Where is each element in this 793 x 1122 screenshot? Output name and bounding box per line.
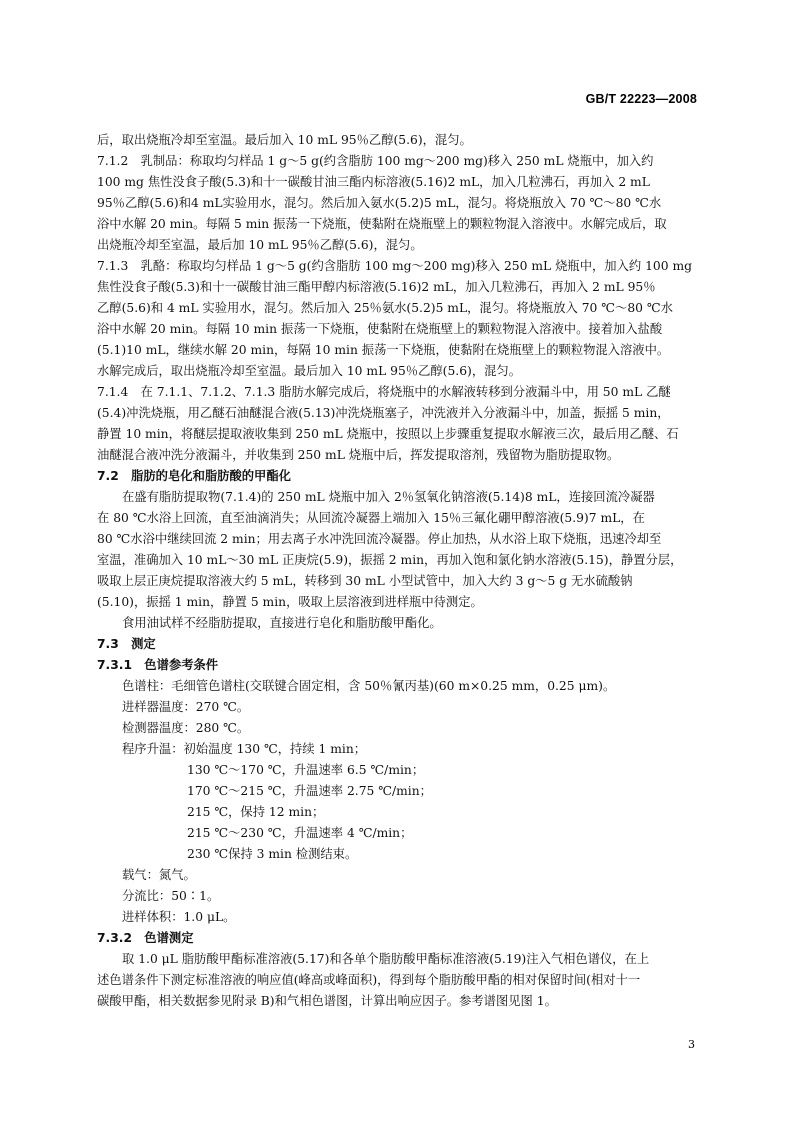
text-line: 进样体积：1.0 μL。 [122, 910, 236, 924]
section-heading: 7.2 脂肪的皂化和脂肪酸的甲酯化 [97, 469, 291, 483]
text-line: 室温，准确加入 10 mL～30 mL 正庚烷(5.9)，振摇 2 min，再加入饱和氯化钠水溶液(5.15)，静置分层， [97, 553, 683, 567]
standard-code: GB/T 22223—2008 [585, 92, 697, 106]
text-line: 油醚混合液冲洗分液漏斗，并收集到 250 mL 烧瓶中后，挥发提取溶剂，残留物为脂肪提取物。 [97, 448, 620, 462]
text-line: 130 ℃～170 ℃，升温速率 6.5 ℃/min； [187, 763, 425, 777]
text-line: (5.1)10 mL，继续水解 20 min，每隔 10 min 振荡一下烧瓶，使黏附在烧瓶壁上的颗粒物混入溶液中。 [97, 343, 670, 357]
text-line: 吸取上层正庚烷提取溶液大约 5 mL，转移到 30 mL 小型试管中，加入大约 3 g～5 g 无水硫酸钠 [97, 574, 633, 588]
section-heading: 7.3.1 色谱参考条件 [97, 658, 219, 672]
body-text [97, 130, 711, 1012]
text-line: 7.1.4 在 7.1.1、7.1.2、7.1.3 脂肪水解完成后，将烧瓶中的水解液转移到分液漏斗中，用 50 mL 乙醚 [97, 385, 671, 399]
text-line: 230 ℃保持 3 min 检测结束。 [187, 847, 358, 861]
text-line: 7.1.3 乳酪：称取均匀样品 1 g～5 g(约含脂肪 100 mg～200 mg)移入 250 mL 烧瓶中，加入约 100 mg [97, 259, 693, 273]
text-line: 100 mg 焦性没食子酸(5.3)和十一碳酸甘油三酯内标溶液(5.16)2 mL，加入几粒沸石，再加入 2 mL [97, 175, 650, 189]
text-line: 检测器温度：280 ℃。 [122, 721, 250, 735]
text-line: 碳酸甲酯，相关数据参见附录 B)和气相色谱图，计算出响应因子。参考谱图见图 1。 [97, 994, 557, 1008]
text-line: 95％乙醇(5.6)和4 mL实验用水，混匀。然后加入氨水(5.2)5 mL，混匀。将烧瓶放入 70 ℃～80 ℃水 [97, 196, 662, 210]
text-line: 215 ℃，保持 12 min； [187, 805, 325, 819]
text-line: 乙醇(5.6)和 4 mL 实验用水，混匀。然后加入 25％氨水(5.2)5 mL，混匀。将烧瓶放入 70 ℃～80 ℃水 [97, 301, 673, 315]
text-line: 浴中水解 20 min。每隔 5 min 振荡一下烧瓶，使黏附在烧瓶壁上的颗粒物混入溶液中。水解完成后，取 [97, 217, 667, 231]
text-line: 程序升温：初始温度 130 ℃，持续 1 min； [122, 742, 367, 756]
text-line: 在盛有脂肪提取物(7.1.4)的 250 mL 烧瓶中加入 2％氢氧化钠溶液(5.14)8 mL，连接回流冷凝器 [122, 490, 655, 504]
text-line: 水解完成后，取出烧瓶冷却至室温。最后加入 10 mL 95％乙醇(5.6)，混匀。 [97, 364, 522, 378]
section-heading: 7.3 测定 [97, 637, 156, 651]
text-line: 述色谱条件下测定标准溶液的响应值(峰高或峰面积)，得到每个脂肪酸甲酯的相对保留时间(相对十一 [97, 973, 641, 987]
text-line: 80 ℃水浴中继续回流 2 min；用去离子水冲洗回流冷凝器。停止加热，从水浴上取下烧瓶，迅速冷却至 [97, 532, 662, 546]
text-line: 静置 10 min，将醚层提取液收集到 250 mL 烧瓶中，按照以上步骤重复提取水解液三次，最后用乙醚、石 [97, 427, 679, 441]
text-line: 出烧瓶冷却至室温，最后加 10 mL 95％乙醇(5.6)，混匀。 [97, 238, 423, 252]
text-line: 浴中水解 20 min。每隔 10 min 振荡一下烧瓶，使黏附在烧瓶壁上的颗粒物混入溶液中。接着加入盐酸 [97, 322, 663, 336]
text-line: 后，取出烧瓶冷却至室温。最后加入 10 mL 95％乙醇(5.6)，混匀。 [97, 133, 472, 147]
text-line: 焦性没食子酸(5.3)和十一碳酸甘油三酯甲醇内标溶液(5.16)2 mL，加入几粒沸石，再加入 2 mL 95％ [97, 280, 656, 294]
text-line: (5.10)，振摇 1 min，静置 5 min，吸取上层溶液到进样瓶中待测定。 [97, 595, 483, 609]
text-line: 170 ℃～215 ℃，升温速率 2.75 ℃/min； [187, 784, 432, 798]
text-line: 载气：氮气。 [122, 868, 196, 882]
text-line: 7.1.2 乳制品：称取均匀样品 1 g～5 g(约含脂肪 100 mg～200 mg)移入 250 mL 烧瓶中，加入约 [97, 154, 654, 168]
text-line: (5.4)冲洗烧瓶，用乙醚石油醚混合液(5.13)冲洗烧瓶塞子，冲洗液并入分液漏斗中，加盖，振摇 5 min， [97, 406, 670, 420]
text-line: 在 80 ℃水浴上回流，直至油滴消失；从回流冷凝器上端加入 15％三氟化硼甲醇溶液(5.9)7 mL，在 [97, 511, 645, 525]
page-number: 3 [688, 1038, 695, 1051]
text-line: 取 1.0 μL 脂肪酸甲酯标准溶液(5.17)和各单个脂肪酸甲酯标准溶液(5.19)注入气相色谱仪，在上 [122, 952, 650, 966]
text-line: 色谱柱：毛细管色谱柱(交联键合固定相，含 50％氰丙基)(60 m×0.25 mm，0.25 μm)。 [122, 679, 616, 693]
text-line: 215 ℃～230 ℃，升温速率 4 ℃/min； [187, 826, 413, 840]
text-line: 食用油试样不经脂肪提取，直接进行皂化和脂肪酸甲酯化。 [122, 616, 442, 630]
text-line: 分流比：50∶1。 [122, 889, 220, 903]
section-heading: 7.3.2 色谱测定 [97, 931, 194, 945]
text-line: 进样器温度：270 ℃。 [122, 700, 250, 714]
